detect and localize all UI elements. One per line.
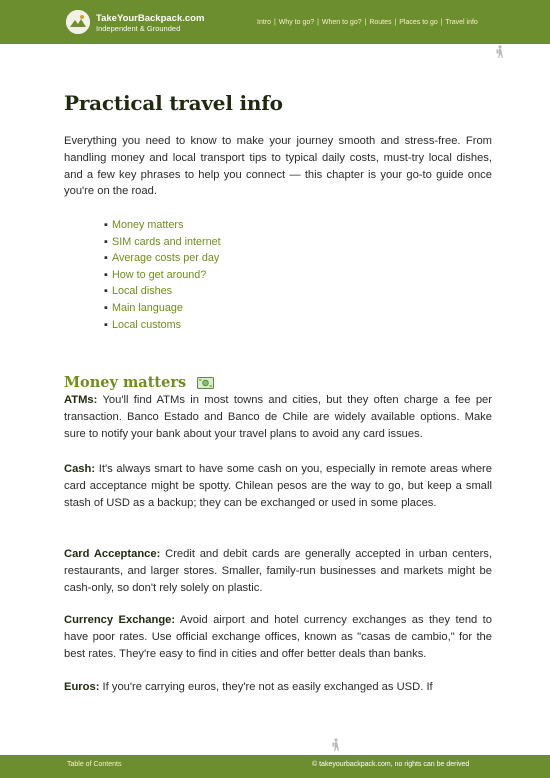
section-heading [64,374,214,391]
paragraph-atms [64,392,492,444]
brand-tagline: Independent & Grounded [96,24,181,33]
paragraph-text: You'll find ATMs in most towns and cities, but they often charge a fee per transaction. Banco Estado and Banco de Chile are widely available options. Make sure to notify your bank about your travel plans to avoid any card issues. [64,394,492,441]
hiker-icon [331,738,341,752]
toc-item [104,267,221,284]
toc-item [104,250,221,267]
nav-separator: | [394,19,397,26]
nav-separator: | [273,19,276,26]
nav-link-when-to-go[interactable]: When to go? [321,19,362,26]
top-navigation [257,19,478,26]
paragraph-cash [64,461,492,513]
header-bar [0,0,550,44]
paragraph-label: ATMs: [64,394,98,406]
nav-link-routes[interactable]: Routes [369,19,392,26]
hiker-icon [495,45,505,59]
nav-separator: | [364,19,367,26]
money-banknote-icon [197,376,214,388]
intro-paragraph: Everything you need to know to make your journey smooth and stress-free. From handling money and local transport tips to typical daily costs, must-try local dishes, and a few key phrases to help you connect — this chapter is your go-to guide once you're on the road. [64,135,492,198]
paragraph-label: Currency Exchange: [64,614,176,626]
nav-link-travel-info[interactable]: Travel info [445,19,478,26]
chapter-contents-list [104,217,221,333]
copyright-notice: © takeyourbackpack.com, no rights can be derived [312,761,470,768]
paragraph-label: Euros: [64,681,100,693]
nav-link-places-to-go[interactable]: Places to go [399,19,438,26]
bullet-marker: ▪ [104,219,108,231]
brand [96,13,204,34]
paragraph-text: Credit and debit cards are generally accepted in urban centers, restaurants, and larger stores. Smaller, family-run businesses and markets might be cash-only, so don't rely solely on plastic. [64,548,493,595]
toc-link-average-costs[interactable]: Average costs per day [112,252,220,265]
brand-name[interactable]: TakeYourBackpack.com [96,13,205,24]
toc-link-sim-cards[interactable]: SIM cards and internet [112,235,221,248]
toc-link-money-matters[interactable]: Money matters [112,219,184,231]
bullet-marker: ▪ [104,235,108,248]
paragraph-text: Avoid airport and hotel currency exchanges as they tend to have poor rates. Use official exchange offices, known as "casas de cambio," for the best rates. They're easy to find in cities and offer better deals than banks. [64,614,492,661]
nav-link-why-to-go[interactable]: Why to go? [278,19,315,26]
bullet-marker: ▪ [104,252,108,265]
toc-item [104,317,221,334]
paragraph-euros [64,679,492,696]
nav-separator: | [317,19,319,26]
toc-link-get-around[interactable]: How to get around? [112,268,207,281]
table-of-contents-link[interactable]: Table of Contents [67,761,122,768]
bullet-marker: ▪ [104,285,108,298]
nav-separator: | [440,19,443,26]
paragraph-text: It's always smart to have some cash on you, especially in remote areas where card acceptance might be spotty. Chilean pesos are the way to go, but keep a small stash of USD as a backup; they can be exchanged or used in some places. [64,463,493,510]
paragraph-text: If you're carrying euros, they're not as easily exchanged as USD. If [102,681,433,693]
nav-link-intro[interactable]: Intro [257,19,272,26]
toc-link-main-language[interactable]: Main language [112,301,183,314]
toc-item [104,234,221,251]
paragraph-label: Cash: [64,463,96,475]
toc-item [104,217,221,234]
toc-link-local-dishes[interactable]: Local dishes [112,285,173,298]
section-heading-text: Money matters [64,374,187,391]
toc-item [104,300,221,317]
bullet-marker: ▪ [104,318,108,331]
toc-item [104,283,221,300]
paragraph-card-acceptance [64,546,492,598]
paragraph-label: Card Acceptance: [64,548,161,560]
bullet-marker: ▪ [104,301,108,314]
page-title: Practical travel info [64,91,283,115]
backpack-logo-icon[interactable] [66,10,90,34]
toc-link-local-customs[interactable]: Local customs [112,318,182,331]
bullet-marker: ▪ [104,268,108,281]
paragraph-currency-exchange [64,612,492,664]
footer-bar [0,755,550,778]
